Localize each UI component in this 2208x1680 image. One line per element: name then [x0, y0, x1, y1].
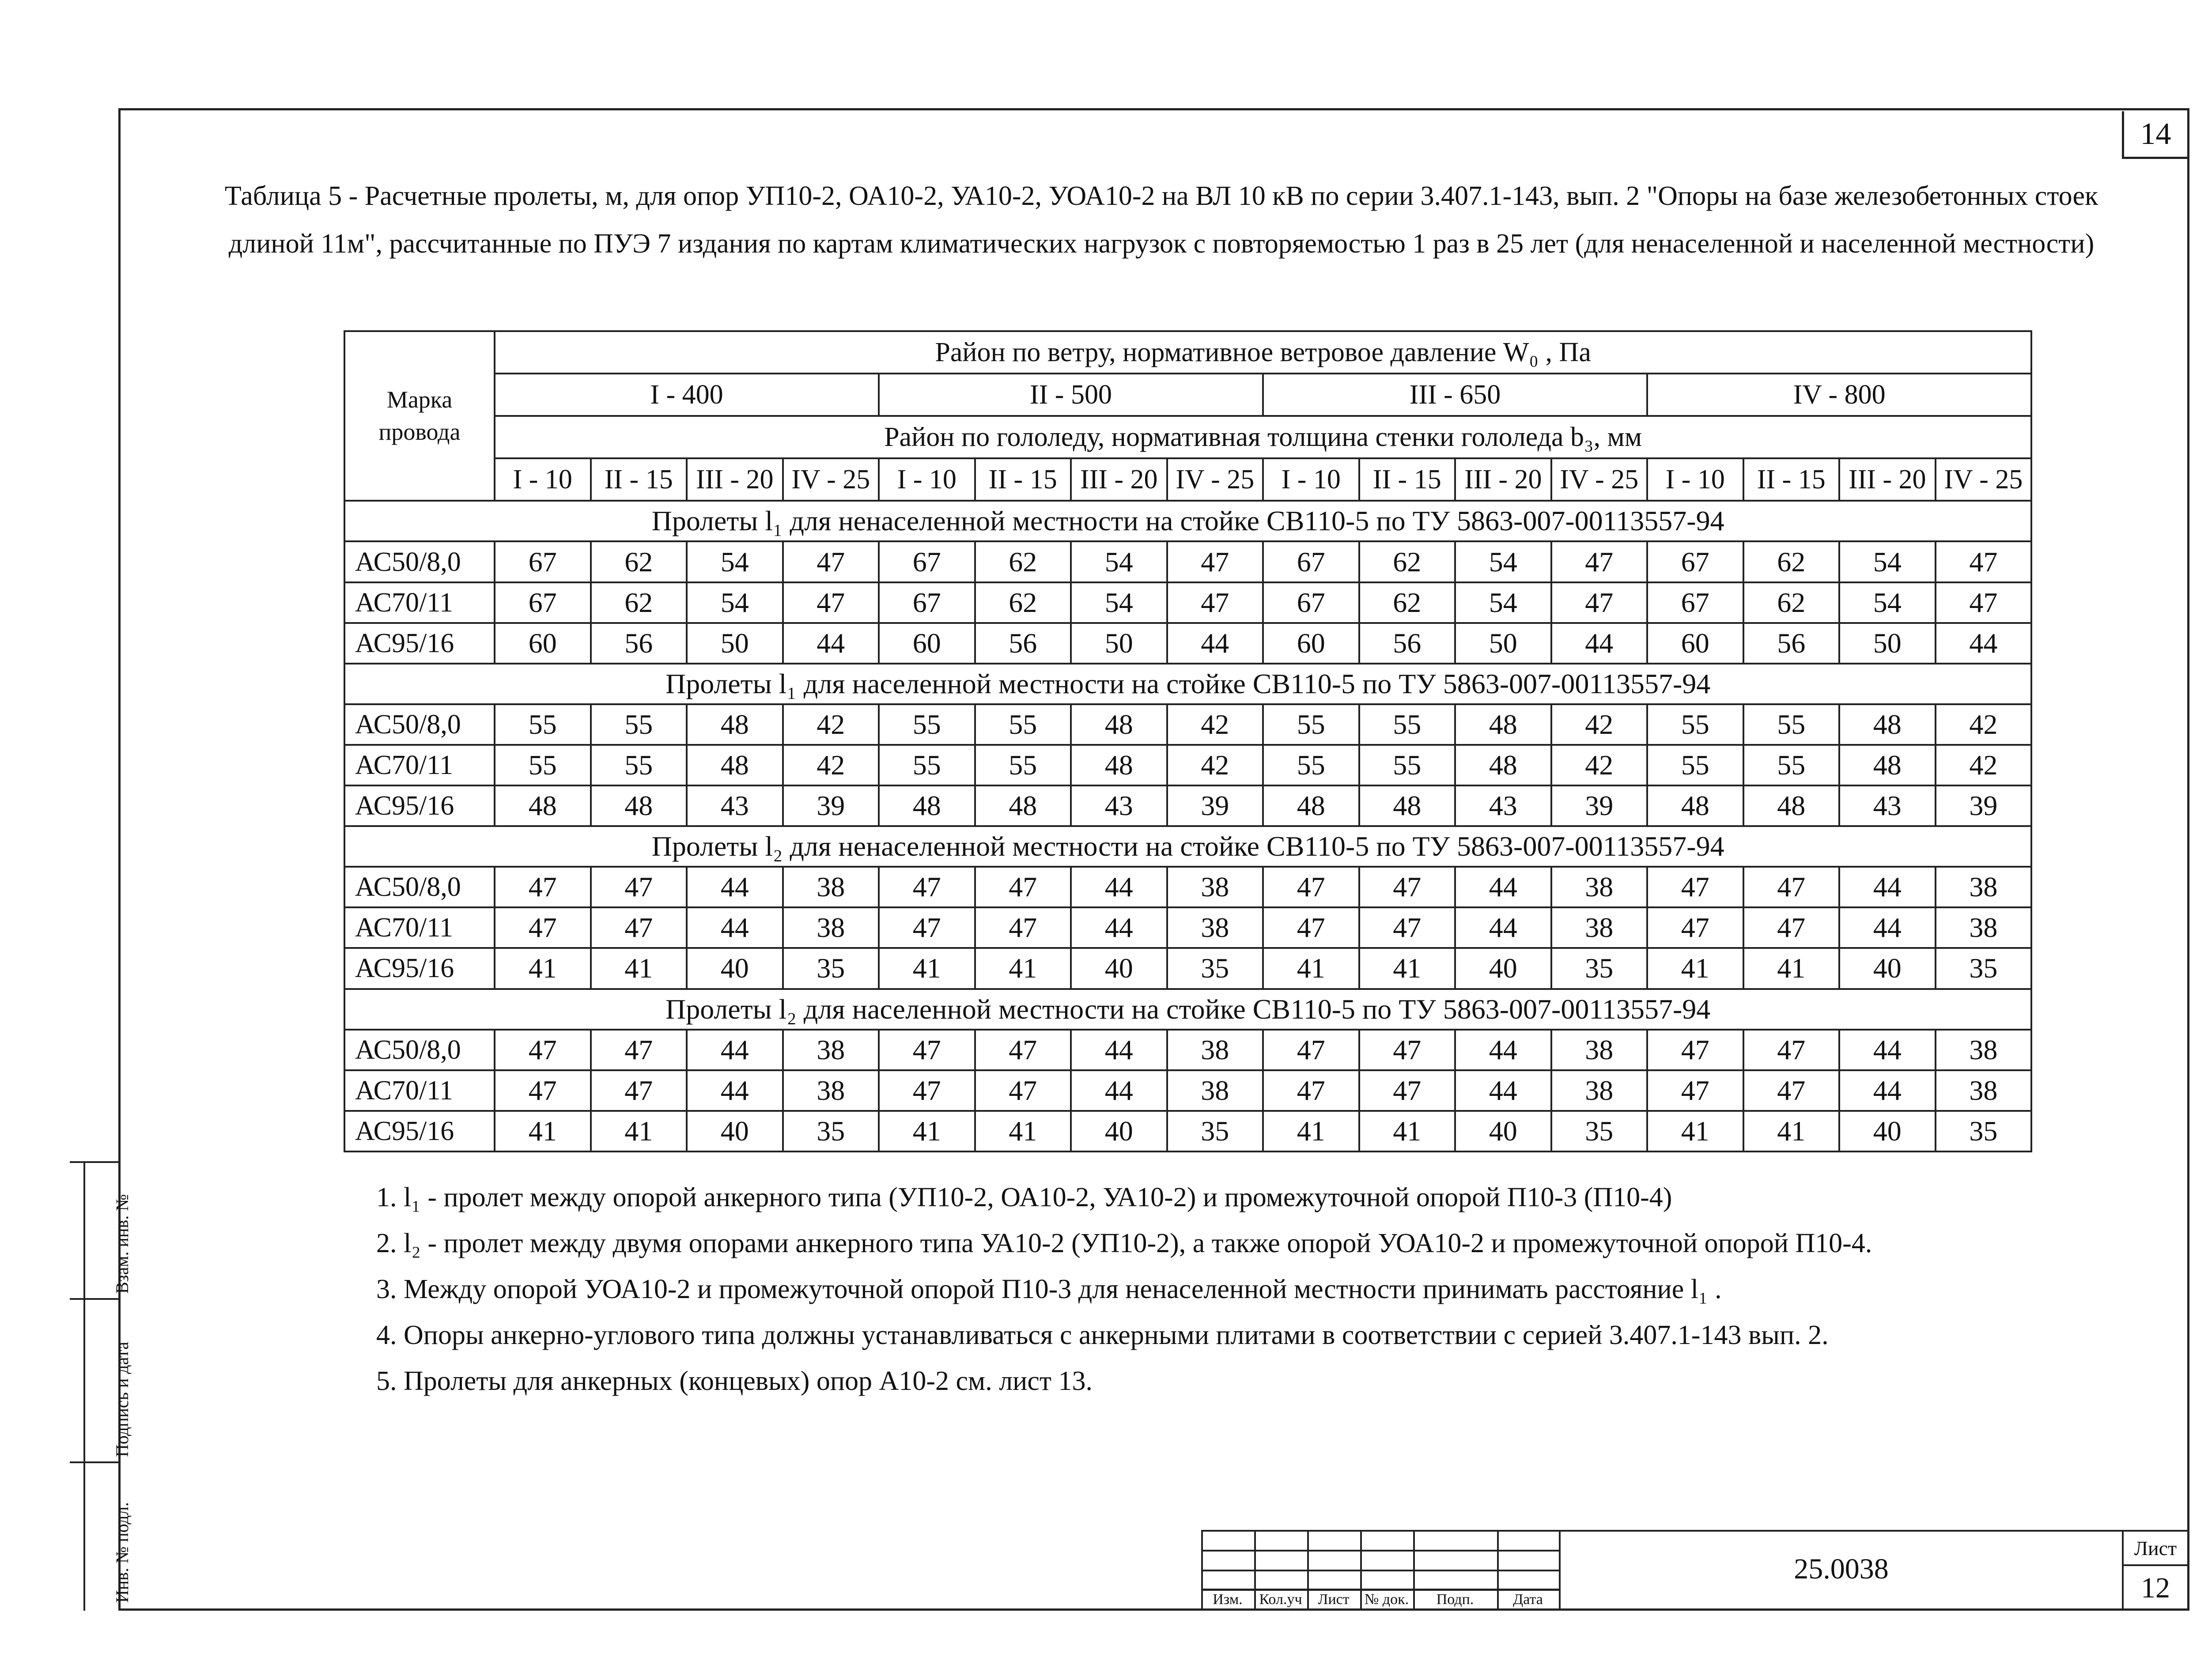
- header-row-wind-regions: [344, 374, 2031, 416]
- span-value-cell: 48: [687, 704, 783, 745]
- span-value-cell: 44: [1455, 1030, 1551, 1070]
- span-value-cell: 41: [879, 1111, 975, 1151]
- span-value-cell: 44: [1455, 1070, 1551, 1111]
- span-value-cell: 54: [1839, 541, 1936, 582]
- span-value-cell: 48: [1071, 745, 1167, 785]
- span-value-cell: 55: [879, 745, 975, 785]
- span-value-cell: 47: [975, 1070, 1071, 1111]
- section-title-row: [344, 826, 2031, 867]
- span-value-cell: 42: [1167, 745, 1263, 785]
- span-value-cell: 42: [783, 704, 879, 745]
- table-row: [344, 785, 2031, 826]
- span-value-cell: 47: [1647, 907, 1743, 948]
- wind-region-header: IV - 800: [1647, 374, 2031, 416]
- span-value-cell: 48: [1359, 785, 1456, 826]
- note-2: 2. l₂ - пролет между двумя опорами анкерного типа УА10-2 (УП10-2), а также опорой УОА10-2 и промежуточной опорой П10-4.: [376, 1228, 1872, 1258]
- span-value-cell: 47: [879, 907, 975, 948]
- notes: [376, 1174, 2187, 1404]
- span-value-cell: 43: [1839, 785, 1936, 826]
- span-value-cell: 47: [591, 1070, 687, 1111]
- span-value-cell: 44: [1839, 867, 1936, 907]
- span-value-cell: 55: [975, 704, 1071, 745]
- ice-region-header: I - 10: [1647, 458, 1743, 501]
- span-value-cell: 54: [687, 582, 783, 623]
- span-value-cell: 43: [687, 785, 783, 826]
- ice-region-header: II - 15: [1359, 458, 1456, 501]
- ice-region-header: II - 15: [975, 458, 1071, 501]
- header-row-ice-title: [344, 416, 2031, 458]
- span-value-cell: 44: [1455, 907, 1551, 948]
- span-value-cell: 47: [1263, 867, 1359, 907]
- table-row: [344, 948, 2031, 989]
- sheet-box: [2122, 1530, 2187, 1611]
- span-value-cell: 60: [1647, 623, 1743, 664]
- span-value-cell: 38: [1936, 1030, 2032, 1070]
- span-value-cell: 55: [1647, 704, 1743, 745]
- span-value-cell: 54: [1455, 541, 1551, 582]
- wind-region-header: II - 500: [879, 374, 1263, 416]
- span-value-cell: 40: [687, 948, 783, 989]
- span-value-cell: 43: [1071, 785, 1167, 826]
- sheet-label: Лист: [2124, 1532, 2187, 1566]
- span-value-cell: 35: [1167, 948, 1263, 989]
- label-kol-uch: Кол.уч: [1259, 1591, 1302, 1608]
- span-value-cell: 44: [687, 907, 783, 948]
- span-value-cell: 38: [783, 867, 879, 907]
- span-value-cell: 39: [1551, 785, 1648, 826]
- wire-brand-cell: АС70/11: [344, 745, 495, 785]
- sidebar-label-podpis: Подпись и дата: [112, 1341, 132, 1457]
- span-value-cell: 62: [1359, 582, 1456, 623]
- section-title: Пролеты l₂ для населенной местности на стойке СВ110-5 по ТУ 5863-007-00113557-94: [344, 989, 2031, 1030]
- section-title: Пролеты l₁ для ненаселенной местности на стойке СВ110-5 по ТУ 5863-007-00113557-94: [344, 501, 2031, 541]
- span-value-cell: 35: [1551, 1111, 1648, 1151]
- span-value-cell: 38: [1551, 1070, 1648, 1111]
- wire-brand-cell: АС50/8,0: [344, 541, 495, 582]
- section-title: Пролеты l₁ для населенной местности на стойке СВ110-5 по ТУ 5863-007-00113557-94: [344, 664, 2031, 704]
- span-value-cell: 41: [1359, 1111, 1456, 1151]
- span-value-cell: 55: [1263, 745, 1359, 785]
- span-value-cell: 67: [1647, 541, 1743, 582]
- span-value-cell: 47: [1359, 867, 1456, 907]
- span-value-cell: 41: [1743, 948, 1840, 989]
- span-value-cell: 47: [1936, 541, 2032, 582]
- wire-brand-cell: АС70/11: [344, 907, 495, 948]
- label-izm: Изм.: [1213, 1591, 1243, 1608]
- table-row: [344, 541, 2031, 582]
- span-value-cell: 41: [1647, 1111, 1743, 1151]
- span-value-cell: 39: [783, 785, 879, 826]
- label-doc-no: № док.: [1364, 1591, 1409, 1608]
- span-value-cell: 47: [1551, 582, 1648, 623]
- span-value-cell: 42: [783, 745, 879, 785]
- span-value-cell: 47: [1743, 867, 1840, 907]
- span-value-cell: 41: [591, 948, 687, 989]
- span-value-cell: 55: [1359, 704, 1456, 745]
- sheet-value: 12: [2141, 1572, 2170, 1604]
- span-value-cell: 55: [1263, 704, 1359, 745]
- span-value-cell: 38: [1936, 1070, 2032, 1111]
- span-value-cell: 42: [1551, 704, 1648, 745]
- span-value-cell: 67: [879, 582, 975, 623]
- wire-brand-cell: АС50/8,0: [344, 867, 495, 907]
- span-value-cell: 62: [591, 582, 687, 623]
- ice-region-header: III - 20: [1455, 458, 1551, 501]
- span-value-cell: 67: [1647, 582, 1743, 623]
- span-value-cell: 47: [1743, 1030, 1840, 1070]
- table-row: [344, 867, 2031, 907]
- page-number-top: 14: [2122, 111, 2187, 159]
- span-value-cell: 44: [1936, 623, 2032, 664]
- span-value-cell: 41: [1359, 948, 1456, 989]
- brand-header: Марка провода: [344, 331, 495, 501]
- ice-region-header: III - 20: [687, 458, 783, 501]
- table-row: [344, 582, 2031, 623]
- span-value-cell: 48: [687, 745, 783, 785]
- span-value-cell: 41: [879, 948, 975, 989]
- span-value-cell: 40: [687, 1111, 783, 1151]
- span-value-cell: 47: [1167, 582, 1263, 623]
- note-5: 5. Пролеты для анкерных (концевых) опор А10-2 см. лист 13.: [376, 1366, 1093, 1396]
- span-value-cell: 54: [1071, 541, 1167, 582]
- ice-region-header: II - 15: [591, 458, 687, 501]
- span-value-cell: 43: [1455, 785, 1551, 826]
- span-value-cell: 41: [975, 948, 1071, 989]
- span-value-cell: 38: [783, 907, 879, 948]
- span-value-cell: 48: [1071, 704, 1167, 745]
- span-value-cell: 38: [1551, 867, 1648, 907]
- span-value-cell: 40: [1839, 1111, 1936, 1151]
- span-value-cell: 62: [591, 541, 687, 582]
- header-row-ice-regions: [344, 458, 2031, 501]
- span-value-cell: 50: [1839, 623, 1936, 664]
- span-value-cell: 39: [1167, 785, 1263, 826]
- span-value-cell: 47: [495, 1030, 591, 1070]
- span-value-cell: 42: [1936, 745, 2032, 785]
- span-value-cell: 47: [1647, 867, 1743, 907]
- ice-region-header: I - 10: [879, 458, 975, 501]
- span-value-cell: 47: [495, 907, 591, 948]
- span-value-cell: 60: [495, 623, 591, 664]
- ice-region-header: III - 20: [1839, 458, 1936, 501]
- span-value-cell: 60: [1263, 623, 1359, 664]
- span-value-cell: 67: [879, 541, 975, 582]
- span-value-cell: 35: [1551, 948, 1648, 989]
- ice-region-header: IV - 25: [783, 458, 879, 501]
- ice-region-header: I - 10: [1263, 458, 1359, 501]
- span-value-cell: 47: [1359, 1070, 1456, 1111]
- span-value-cell: 35: [783, 1111, 879, 1151]
- span-value-cell: 39: [1936, 785, 2032, 826]
- span-value-cell: 38: [1936, 867, 2032, 907]
- span-value-cell: 44: [1167, 623, 1263, 664]
- span-value-cell: 48: [1839, 704, 1936, 745]
- span-value-cell: 35: [1936, 1111, 2032, 1151]
- span-value-cell: 41: [975, 1111, 1071, 1151]
- span-value-cell: 47: [591, 1030, 687, 1070]
- span-value-cell: 38: [1551, 907, 1648, 948]
- section-title: Пролеты l₂ для ненаселенной местности на стойке СВ110-5 по ТУ 5863-007-00113557-94: [344, 826, 2031, 867]
- span-value-cell: 50: [687, 623, 783, 664]
- span-value-cell: 47: [591, 907, 687, 948]
- span-value-cell: 47: [591, 867, 687, 907]
- span-value-cell: 60: [879, 623, 975, 664]
- span-value-cell: 40: [1455, 1111, 1551, 1151]
- span-value-cell: 55: [1743, 704, 1840, 745]
- label-data: Дата: [1513, 1591, 1543, 1608]
- span-value-cell: 44: [687, 1070, 783, 1111]
- table-row: [344, 907, 2031, 948]
- span-value-cell: 44: [1455, 867, 1551, 907]
- span-value-cell: 41: [1647, 948, 1743, 989]
- span-value-cell: 55: [1359, 745, 1456, 785]
- span-value-cell: 41: [1263, 948, 1359, 989]
- span-value-cell: 47: [1263, 907, 1359, 948]
- span-value-cell: 38: [1167, 867, 1263, 907]
- span-value-cell: 48: [1647, 785, 1743, 826]
- span-value-cell: 47: [1743, 907, 1840, 948]
- sidebar-label-vzam: Взам. инв. №: [112, 1194, 132, 1294]
- span-value-cell: 48: [879, 785, 975, 826]
- ice-region-header: II - 15: [1743, 458, 1840, 501]
- span-value-cell: 47: [1743, 1070, 1840, 1111]
- span-value-cell: 47: [975, 867, 1071, 907]
- span-value-cell: 55: [1743, 745, 1840, 785]
- span-value-cell: 42: [1551, 745, 1648, 785]
- span-value-cell: 47: [1647, 1070, 1743, 1111]
- wire-brand-cell: АС95/16: [344, 948, 495, 989]
- span-value-cell: 62: [975, 582, 1071, 623]
- span-value-cell: 40: [1455, 948, 1551, 989]
- caption-line-1: Таблица 5 - Расчетные пролеты, м, для опор УП10-2, ОА10-2, УА10-2, УОА10-2 на ВЛ 10 кВ по серии 3.407.1-143, вып. 2 "Опоры на базе железобетонных стоек: [224, 181, 2098, 211]
- span-value-cell: 48: [1455, 745, 1551, 785]
- span-value-cell: 44: [1071, 1070, 1167, 1111]
- wire-brand-cell: АС95/16: [344, 1111, 495, 1151]
- span-value-cell: 62: [1743, 541, 1840, 582]
- binding-strip: [52, 1161, 132, 1611]
- wind-region-header: I - 400: [495, 374, 879, 416]
- ice-region-header: III - 20: [1071, 458, 1167, 501]
- span-value-cell: 44: [687, 867, 783, 907]
- ice-header: Район по гололеду, нормативная толщина стенки гололеда b₃, мм: [495, 416, 2031, 458]
- table-row: [344, 623, 2031, 664]
- span-value-cell: 44: [1071, 867, 1167, 907]
- span-value-cell: 55: [975, 745, 1071, 785]
- wire-brand-cell: АС70/11: [344, 582, 495, 623]
- title-block-labels: [1201, 1589, 1559, 1611]
- span-value-cell: 55: [495, 745, 591, 785]
- ice-region-header: IV - 25: [1936, 458, 2032, 501]
- span-value-cell: 54: [687, 541, 783, 582]
- span-value-cell: 48: [1263, 785, 1359, 826]
- span-value-cell: 62: [975, 541, 1071, 582]
- span-value-cell: 44: [1839, 1070, 1936, 1111]
- span-value-cell: 47: [1936, 582, 2032, 623]
- note-4: 4. Опоры анкерно-углового типа должны устанавливаться с анкерными плитами в соответствии с серией 3.407.1-143 вып. 2.: [376, 1320, 1829, 1350]
- span-value-cell: 47: [1359, 1030, 1456, 1070]
- span-value-cell: 48: [1839, 745, 1936, 785]
- span-value-cell: 47: [879, 1030, 975, 1070]
- span-value-cell: 67: [495, 582, 591, 623]
- table-row: [344, 704, 2031, 745]
- header-row-wind-title: [344, 331, 2031, 374]
- ice-region-header: IV - 25: [1551, 458, 1648, 501]
- span-value-cell: 67: [495, 541, 591, 582]
- span-value-cell: 42: [1167, 704, 1263, 745]
- span-value-cell: 38: [783, 1030, 879, 1070]
- span-value-cell: 38: [1936, 907, 2032, 948]
- span-value-cell: 47: [975, 1030, 1071, 1070]
- section-title-row: [344, 501, 2031, 541]
- table-caption: [146, 172, 2177, 268]
- span-value-cell: 40: [1071, 948, 1167, 989]
- span-value-cell: 35: [1936, 948, 2032, 989]
- span-value-cell: 42: [1936, 704, 2032, 745]
- span-value-cell: 48: [1743, 785, 1840, 826]
- label-list: Лист: [1318, 1591, 1350, 1608]
- span-value-cell: 47: [879, 1070, 975, 1111]
- wire-brand-cell: АС95/16: [344, 785, 495, 826]
- span-value-cell: 47: [1263, 1030, 1359, 1070]
- caption-line-2: длиной 11м", рассчитанные по ПУЭ 7 издания по картам климатических нагрузок с повторяемостью 1 раз в 25 лет (для ненаселенной и населенной местности): [228, 229, 2095, 259]
- span-value-cell: 40: [1839, 948, 1936, 989]
- span-value-cell: 44: [783, 623, 879, 664]
- span-value-cell: 47: [1647, 1030, 1743, 1070]
- span-value-cell: 56: [975, 623, 1071, 664]
- span-value-cell: 47: [1359, 907, 1456, 948]
- span-value-cell: 41: [1743, 1111, 1840, 1151]
- span-value-cell: 67: [1263, 541, 1359, 582]
- span-value-cell: 38: [1551, 1030, 1648, 1070]
- span-value-cell: 41: [591, 1111, 687, 1151]
- span-value-cell: 35: [783, 948, 879, 989]
- span-value-cell: 62: [1743, 582, 1840, 623]
- span-value-cell: 47: [1263, 1070, 1359, 1111]
- span-value-cell: 55: [591, 745, 687, 785]
- span-value-cell: 56: [591, 623, 687, 664]
- wire-brand-cell: АС50/8,0: [344, 1030, 495, 1070]
- spans-table: [344, 330, 2032, 1152]
- span-value-cell: 56: [1359, 623, 1456, 664]
- span-value-cell: 38: [783, 1070, 879, 1111]
- span-value-cell: 41: [495, 948, 591, 989]
- span-value-cell: 47: [495, 1070, 591, 1111]
- note-3: 3. Между опорой УОА10-2 и промежуточной опорой П10-3 для ненаселенной местности принимать расстояние l₁ .: [376, 1274, 1722, 1304]
- ice-region-header: IV - 25: [1167, 458, 1263, 501]
- span-value-cell: 54: [1071, 582, 1167, 623]
- span-value-cell: 54: [1839, 582, 1936, 623]
- span-value-cell: 47: [783, 582, 879, 623]
- span-value-cell: 50: [1071, 623, 1167, 664]
- span-value-cell: 44: [1839, 1030, 1936, 1070]
- span-value-cell: 38: [1167, 1070, 1263, 1111]
- note-1: 1. l₁ - пролет между опорой анкерного типа (УП10-2, ОА10-2, УА10-2) и промежуточной опорой П10-3 (П10-4): [376, 1182, 1672, 1212]
- span-value-cell: 35: [1167, 1111, 1263, 1151]
- span-value-cell: 56: [1743, 623, 1840, 664]
- span-value-cell: 38: [1167, 907, 1263, 948]
- table-row: [344, 745, 2031, 785]
- span-value-cell: 55: [1647, 745, 1743, 785]
- span-value-cell: 55: [495, 704, 591, 745]
- wire-brand-cell: АС70/11: [344, 1070, 495, 1111]
- span-value-cell: 67: [1263, 582, 1359, 623]
- wind-region-header: III - 650: [1263, 374, 1647, 416]
- span-value-cell: 55: [879, 704, 975, 745]
- span-value-cell: 44: [1551, 623, 1648, 664]
- span-value-cell: 44: [1839, 907, 1936, 948]
- span-value-cell: 44: [687, 1030, 783, 1070]
- span-value-cell: 55: [591, 704, 687, 745]
- wire-brand-cell: АС95/16: [344, 623, 495, 664]
- span-value-cell: 38: [1167, 1030, 1263, 1070]
- sidebar-label-inv: Инв. № подл.: [112, 1502, 132, 1603]
- span-value-cell: 47: [975, 907, 1071, 948]
- label-podp: Подп.: [1436, 1591, 1474, 1608]
- wind-header: Район по ветру, нормативное ветровое давление W₀ , Па: [495, 331, 2031, 374]
- span-value-cell: 41: [1263, 1111, 1359, 1151]
- section-title-row: [344, 989, 2031, 1030]
- span-value-cell: 62: [1359, 541, 1456, 582]
- span-value-cell: 48: [1455, 704, 1551, 745]
- table-row: [344, 1070, 2031, 1111]
- span-value-cell: 41: [495, 1111, 591, 1151]
- ice-region-header: I - 10: [495, 458, 591, 501]
- span-value-cell: 48: [591, 785, 687, 826]
- span-value-cell: 50: [1455, 623, 1551, 664]
- span-value-cell: 54: [1455, 582, 1551, 623]
- span-value-cell: 47: [783, 541, 879, 582]
- table-row: [344, 1030, 2031, 1070]
- wire-brand-cell: АС50/8,0: [344, 704, 495, 745]
- span-value-cell: 47: [1167, 541, 1263, 582]
- span-value-cell: 40: [1071, 1111, 1167, 1151]
- section-title-row: [344, 664, 2031, 704]
- span-value-cell: 44: [1071, 1030, 1167, 1070]
- span-value-cell: 47: [879, 867, 975, 907]
- span-value-cell: 47: [495, 867, 591, 907]
- span-value-cell: 48: [975, 785, 1071, 826]
- span-value-cell: 47: [1551, 541, 1648, 582]
- document-number: 25.0038: [1559, 1530, 2122, 1611]
- span-value-cell: 48: [495, 785, 591, 826]
- table-row: [344, 1111, 2031, 1151]
- span-value-cell: 44: [1071, 907, 1167, 948]
